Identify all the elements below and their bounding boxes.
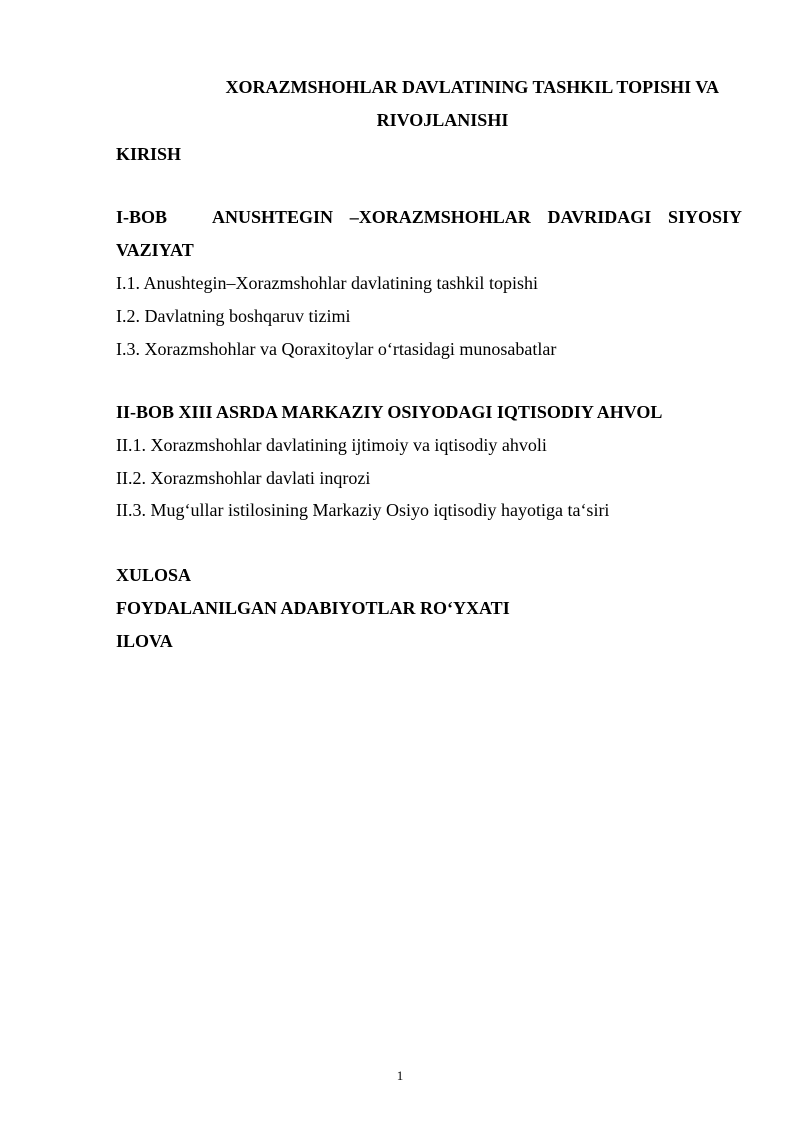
references-heading: FOYDALANILGAN ADABIYOTLAR RO‘YXATI: [116, 598, 510, 618]
chapter-1-heading: [116, 206, 742, 228]
chapter-1-title-word: –XORAZMSHOHLAR: [349, 207, 531, 227]
toc-entry: II.2. Xorazmshohlar davlati inqrozi: [116, 468, 371, 488]
intro-heading: KIRISH: [116, 144, 182, 164]
document-title-line-2: RIVOJLANISHI: [376, 110, 509, 130]
chapter-1-label: I-BOB: [116, 207, 168, 227]
toc-entry: I.1. Anushtegin–Xorazmshohlar davlatining tashkil topishi: [116, 273, 538, 293]
toc-entry: II.3. Mug‘ullar istilosining Markaziy Osiyo iqtisodiy hayotiga ta‘siri: [116, 500, 610, 520]
appendix-heading: ILOVA: [116, 631, 173, 651]
document-title-line-1: XORAZMSHOHLAR DAVLATINING TASHKIL TOPISHI VA: [225, 77, 719, 97]
page-number: 1: [396, 1068, 404, 1083]
conclusion-heading: XULOSA: [116, 565, 192, 585]
chapter-1-title-word: ANUSHTEGIN: [212, 207, 334, 227]
chapter-1-title: [212, 206, 742, 228]
chapter-1-title-word: DAVRIDAGI: [547, 207, 652, 227]
chapter-1-title-continuation: VAZIYAT: [116, 240, 194, 260]
toc-entry: II.1. Xorazmshohlar davlatining ijtimoiy va iqtisodiy ahvoli: [116, 435, 547, 455]
chapter-2-heading: II-BOB XIII ASRDA MARKAZIY OSIYODAGI IQTISODIY AHVOL: [116, 402, 663, 422]
toc-entry: I.2. Davlatning boshqaruv tizimi: [116, 306, 351, 326]
chapter-1-title-word: SIYOSIY: [667, 207, 742, 227]
toc-entry: I.3. Xorazmshohlar va Qoraxitoylar o‘rtasidagi munosabatlar: [116, 339, 557, 359]
